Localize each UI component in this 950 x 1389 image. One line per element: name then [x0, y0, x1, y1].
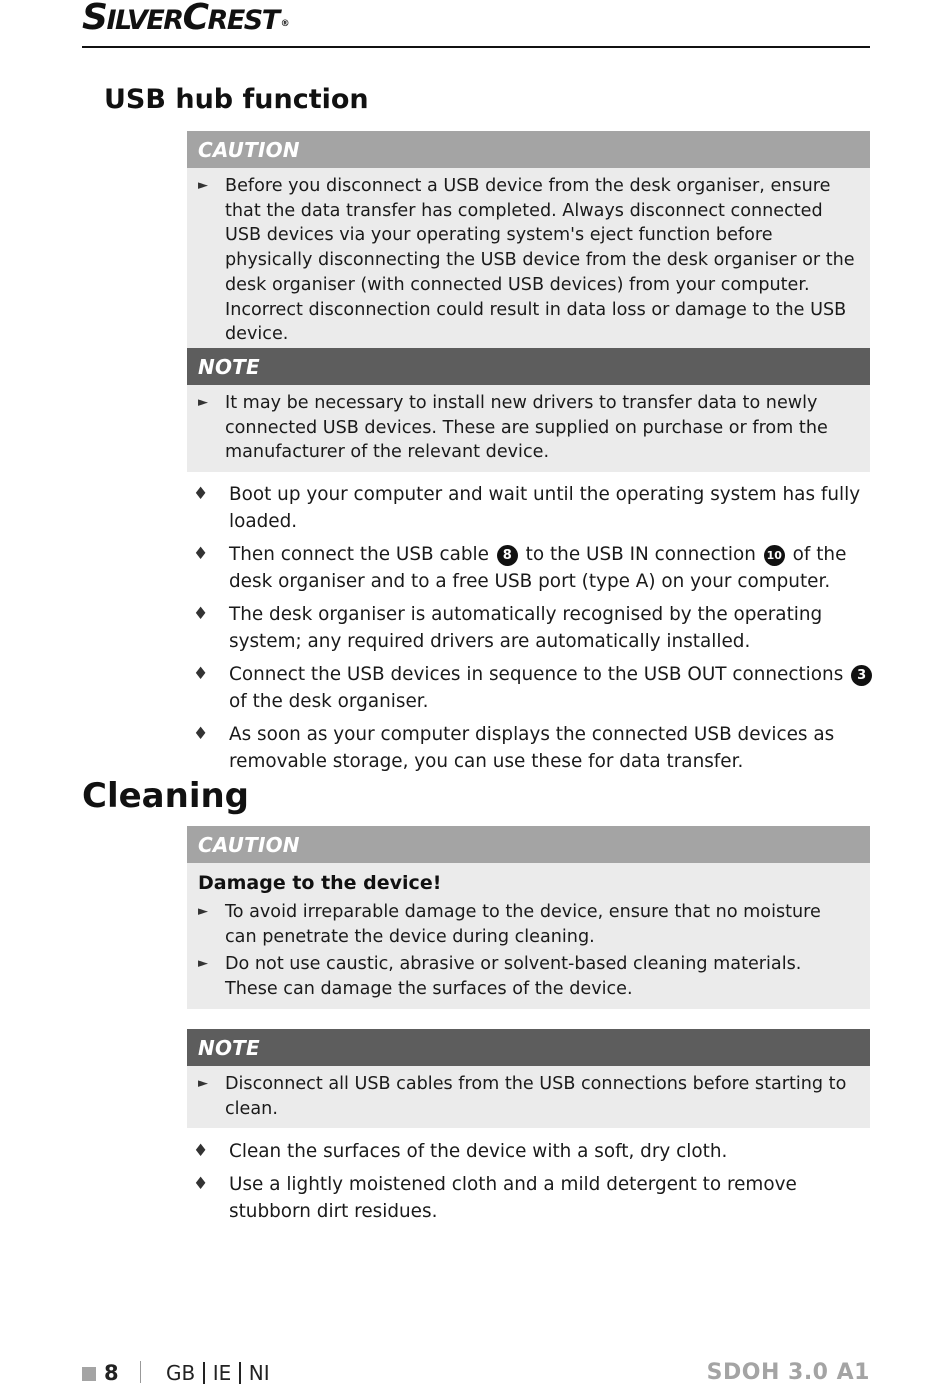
- brand-logo: SILVERCREST ®: [82, 0, 289, 38]
- arrow-icon: ►: [198, 1076, 208, 1091]
- list-item: ♦ The desk organiser is automatically recognised by the operating system; any required drivers are automatically installed.: [193, 601, 883, 655]
- caution-box-cleaning: [187, 826, 870, 1009]
- list-item: ♦ Boot up your computer and wait until the operating system has fully loaded.: [193, 481, 883, 535]
- footer-divider: [140, 1361, 141, 1383]
- caution-box-usb: [187, 131, 870, 354]
- arrow-icon: ►: [198, 904, 208, 919]
- cleaning-steps-list: [193, 1138, 883, 1231]
- caution-item: ► Before you disconnect a USB device from the desk organiser, ensure that the data transfer has completed. Always disconnect connected USB devices via your operating system's eject function before physically disconnecting the USB device from the desk organiser or the desk organiser (with connected USB devices) from your computer. Incorrect disconnection could result in data loss or damage to the USB device.: [198, 176, 855, 345]
- list-item: ♦ As soon as your computer displays the connected USB devices as removable storage, you can use these for data transfer.: [193, 721, 883, 775]
- note-item: ► It may be necessary to install new drivers to transfer data to newly connected USB devices. These are supplied on purchase or from the manufacturer of the relevant device.: [198, 393, 828, 463]
- note-box-usb: [187, 348, 870, 472]
- ref-number-badge: 3: [851, 665, 872, 686]
- language-codes: GB IE NI: [166, 1361, 270, 1385]
- ref-number-badge: 10: [764, 545, 785, 566]
- caution-label: CAUTION: [187, 131, 870, 168]
- diamond-icon: ♦: [193, 1141, 209, 1161]
- footer-square-icon: [82, 1367, 96, 1381]
- note-box-cleaning: [187, 1029, 870, 1128]
- diamond-icon: ♦: [193, 664, 209, 684]
- section-title-usb-hub: USB hub function: [104, 84, 369, 115]
- page-number: 8: [104, 1361, 119, 1385]
- ref-number-badge: 8: [497, 545, 518, 566]
- diamond-icon: ♦: [193, 544, 209, 564]
- diamond-icon: ♦: [193, 604, 209, 624]
- diamond-icon: ♦: [193, 484, 209, 504]
- caution-item: ► Do not use caustic, abrasive or solvent-based cleaning materials. These can damage the surfaces of the device.: [198, 954, 802, 1000]
- caution-heading: Damage to the device!: [198, 872, 442, 894]
- list-item: ♦ Then connect the USB cable 8 to the USB IN connection 10 of the desk organiser and to a free USB port (type A) on your computer.: [193, 541, 883, 595]
- note-item: ► Disconnect all USB cables from the USB connections before starting to clean.: [198, 1074, 847, 1119]
- caution-label: CAUTION: [187, 826, 870, 863]
- header-divider: [82, 46, 870, 48]
- arrow-icon: ►: [198, 178, 208, 193]
- list-item: ♦ Use a lightly moistened cloth and a mild detergent to remove stubborn dirt residues.: [193, 1171, 883, 1225]
- arrow-icon: ►: [198, 956, 208, 972]
- arrow-icon: ►: [198, 395, 208, 410]
- caution-item: ► To avoid irreparable damage to the device, ensure that no moisture can penetrate the device during cleaning.: [198, 902, 821, 947]
- diamond-icon: ♦: [193, 724, 209, 744]
- diamond-icon: ♦: [193, 1174, 209, 1194]
- model-number: SDOH 3.0 A1: [706, 1360, 870, 1385]
- list-item: ♦ Connect the USB devices in sequence to the USB OUT connections 3 of the desk organiser.: [193, 661, 883, 715]
- note-label: NOTE: [187, 348, 870, 385]
- list-item: ♦ Clean the surfaces of the device with a soft, dry cloth.: [193, 1138, 883, 1165]
- note-label: NOTE: [187, 1029, 870, 1066]
- usb-steps-list: [193, 481, 883, 781]
- section-title-cleaning: Cleaning: [82, 776, 250, 816]
